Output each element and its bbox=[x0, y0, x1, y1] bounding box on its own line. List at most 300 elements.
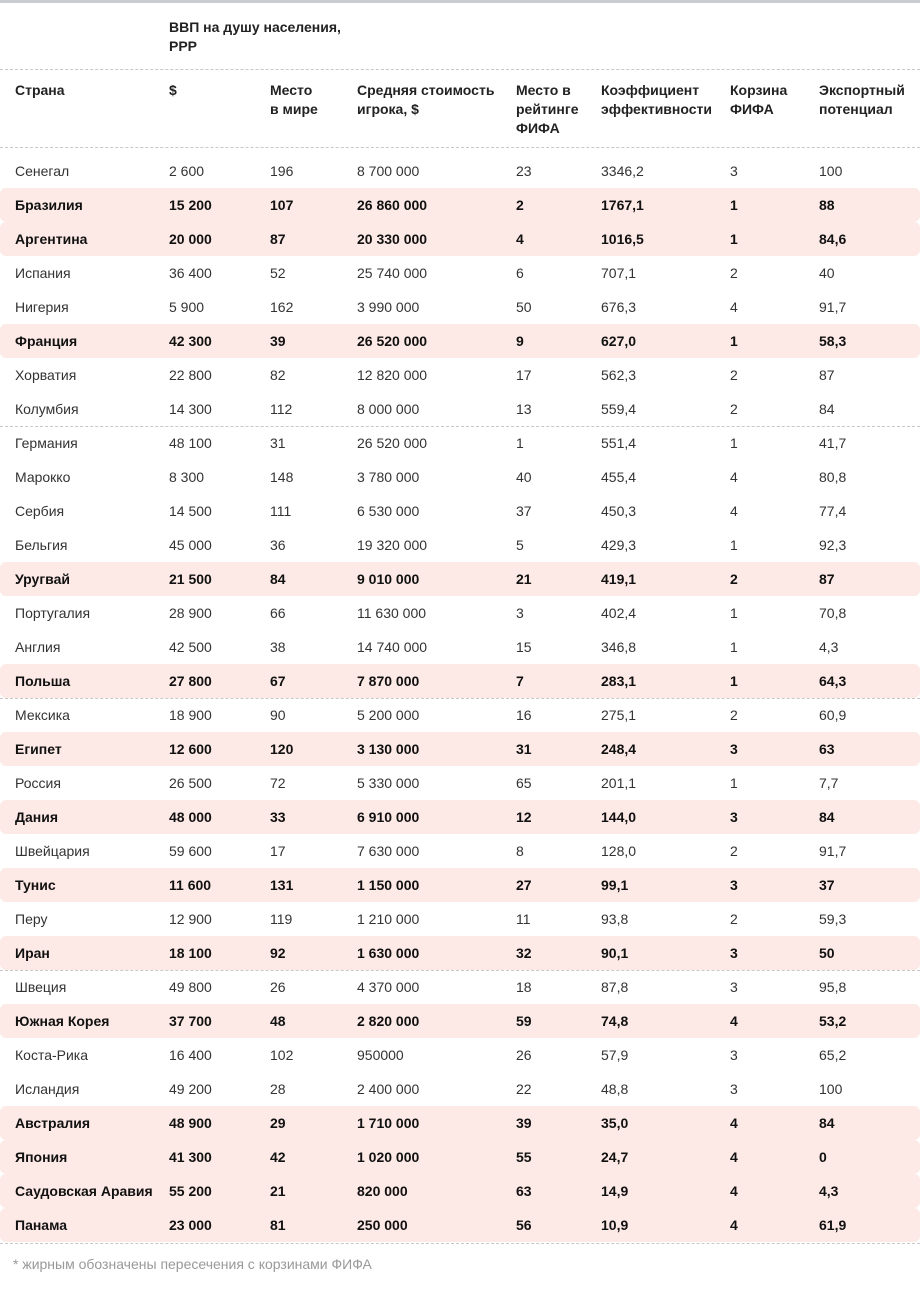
table-cell: 14 500 bbox=[169, 503, 212, 519]
table-cell: 144,0 bbox=[601, 809, 637, 825]
table-cell: 84 bbox=[819, 401, 835, 417]
table-cell: 5 900 bbox=[169, 299, 205, 315]
table-cell: 1 bbox=[730, 537, 738, 553]
table-cell: 455,4 bbox=[601, 469, 637, 485]
table-cell: 4 bbox=[730, 1013, 738, 1029]
table-cell: Россия bbox=[15, 775, 61, 791]
table-row bbox=[0, 732, 920, 766]
column-header-world-rank: Место в мире bbox=[270, 82, 318, 117]
table-cell: 3 bbox=[730, 163, 738, 179]
table-cell: 162 bbox=[270, 299, 294, 315]
table-cell: 7 bbox=[516, 673, 524, 689]
table-cell: 21 bbox=[516, 571, 532, 587]
table-row bbox=[0, 970, 920, 1004]
table-cell: 429,3 bbox=[601, 537, 637, 553]
table-cell: 100 bbox=[819, 163, 843, 179]
table-cell: 20 000 bbox=[169, 231, 212, 247]
table-cell: Тунис bbox=[15, 877, 56, 893]
table-row bbox=[0, 698, 920, 732]
table-cell: 12 600 bbox=[169, 741, 212, 757]
table-cell: 4 bbox=[730, 1149, 738, 1165]
table-cell: 2 bbox=[730, 707, 738, 723]
table-cell: Англия bbox=[15, 639, 61, 655]
table-cell: Швеция bbox=[15, 979, 67, 995]
table-cell: 26 860 000 bbox=[357, 197, 428, 213]
table-cell: 12 900 bbox=[169, 911, 212, 927]
table-cell: Франция bbox=[15, 333, 78, 349]
table-cell: 3 bbox=[730, 979, 738, 995]
table-row bbox=[0, 902, 920, 936]
table-cell: 65 bbox=[516, 775, 532, 791]
table-cell: 16 400 bbox=[169, 1047, 212, 1063]
table-cell: 90 bbox=[270, 707, 286, 723]
table-cell: 2 400 000 bbox=[357, 1081, 420, 1097]
table-cell: 2 bbox=[730, 401, 738, 417]
table-cell: 28 bbox=[270, 1081, 286, 1097]
table-cell: 37 700 bbox=[169, 1013, 212, 1029]
table-cell: 12 bbox=[516, 809, 532, 825]
table-cell: 27 800 bbox=[169, 673, 212, 689]
table-cell: 2 600 bbox=[169, 163, 205, 179]
table-cell: 5 bbox=[516, 537, 524, 553]
table-row bbox=[0, 1174, 920, 1208]
table-cell: 6 910 000 bbox=[357, 809, 420, 825]
table-cell: 40 bbox=[819, 265, 835, 281]
table-cell: 5 200 000 bbox=[357, 707, 420, 723]
table-row bbox=[0, 1038, 920, 1072]
table-cell: 676,3 bbox=[601, 299, 637, 315]
column-header-fifa-rank: Место в рейтинге ФИФА bbox=[516, 82, 579, 136]
table-row bbox=[0, 800, 920, 834]
table-cell: 25 740 000 bbox=[357, 265, 428, 281]
table-cell: 6 bbox=[516, 265, 524, 281]
table-cell: 8 bbox=[516, 843, 524, 859]
table-cell: 1 bbox=[730, 639, 738, 655]
table-row bbox=[0, 596, 920, 630]
table-cell: 8 000 000 bbox=[357, 401, 420, 417]
table-cell: 93,8 bbox=[601, 911, 629, 927]
table-cell: 36 bbox=[270, 537, 286, 553]
table-cell: 2 bbox=[730, 843, 738, 859]
table-row bbox=[0, 1072, 920, 1106]
table-cell: 21 bbox=[270, 1183, 286, 1199]
table-cell: 1 020 000 bbox=[357, 1149, 420, 1165]
table-cell: 201,1 bbox=[601, 775, 637, 791]
table-cell: 1 210 000 bbox=[357, 911, 420, 927]
table-cell: 45 000 bbox=[169, 537, 212, 553]
table-cell: 50 bbox=[819, 945, 835, 961]
table-cell: 82 bbox=[270, 367, 286, 383]
table-cell: 250 000 bbox=[357, 1217, 408, 1233]
table-cell: 88 bbox=[819, 197, 835, 213]
table-cell: 1767,1 bbox=[601, 197, 644, 213]
table-cell: Польша bbox=[15, 673, 71, 689]
table-cell: 70,8 bbox=[819, 605, 847, 621]
table-cell: 3 bbox=[730, 945, 738, 961]
table-cell: 1 bbox=[730, 333, 738, 349]
table-row bbox=[0, 562, 920, 596]
table-row bbox=[0, 868, 920, 902]
table-cell: 84,6 bbox=[819, 231, 847, 247]
table-cell: 57,9 bbox=[601, 1047, 629, 1063]
table-cell: 0 bbox=[819, 1149, 827, 1165]
table-cell: 7,7 bbox=[819, 775, 839, 791]
table-cell: 8 300 bbox=[169, 469, 205, 485]
table-row bbox=[0, 630, 920, 664]
table-cell: 112 bbox=[270, 401, 293, 417]
table-cell: Испания bbox=[15, 265, 71, 281]
table-cell: 1 bbox=[730, 673, 738, 689]
table-cell: 196 bbox=[270, 163, 294, 179]
table-cell: 55 bbox=[516, 1149, 532, 1165]
table-cell: 2 bbox=[730, 367, 738, 383]
table-cell: 31 bbox=[270, 435, 286, 451]
table-cell: 107 bbox=[270, 197, 294, 213]
table-cell: 2 820 000 bbox=[357, 1013, 420, 1029]
table-cell: Япония bbox=[15, 1149, 68, 1165]
table-cell: 11 600 bbox=[169, 877, 212, 893]
table-cell: Сенегал bbox=[15, 163, 70, 179]
table-cell: 40 bbox=[516, 469, 532, 485]
table-cell: Бразилия bbox=[15, 197, 83, 213]
table-row bbox=[0, 324, 920, 358]
table-cell: Перу bbox=[15, 911, 48, 927]
table-cell: 3346,2 bbox=[601, 163, 644, 179]
table-cell: 26 bbox=[270, 979, 286, 995]
table-row bbox=[0, 664, 920, 698]
table-cell: 92,3 bbox=[819, 537, 847, 553]
table-cell: 72 bbox=[270, 775, 286, 791]
table-cell: 42 500 bbox=[169, 639, 212, 655]
header-divider-bottom bbox=[0, 147, 920, 148]
table-cell: 84 bbox=[270, 571, 286, 587]
table-cell: 42 bbox=[270, 1149, 286, 1165]
table-cell: 58,3 bbox=[819, 333, 847, 349]
table-cell: 24,7 bbox=[601, 1149, 629, 1165]
table-cell: 1 630 000 bbox=[357, 945, 420, 961]
table-cell: 707,1 bbox=[601, 265, 637, 281]
table-cell: 1 710 000 bbox=[357, 1115, 420, 1131]
table-cell: 3 bbox=[730, 809, 738, 825]
table-row bbox=[0, 494, 920, 528]
table-cell: 1016,5 bbox=[601, 231, 644, 247]
column-header-country: Страна bbox=[15, 82, 65, 98]
table-cell: 26 bbox=[516, 1047, 532, 1063]
table-cell: Австралия bbox=[15, 1115, 91, 1131]
table-cell: 99,1 bbox=[601, 877, 629, 893]
table-cell: 1 bbox=[730, 231, 738, 247]
table-cell: 37 bbox=[516, 503, 532, 519]
table-cell: 3 780 000 bbox=[357, 469, 420, 485]
table-row bbox=[0, 256, 920, 290]
table-cell: 28 900 bbox=[169, 605, 212, 621]
table-cell: 87 bbox=[270, 231, 286, 247]
table-cell: 100 bbox=[819, 1081, 843, 1097]
table-cell: 4 bbox=[730, 1115, 738, 1131]
table-cell: 2 bbox=[730, 911, 738, 927]
table-cell: 59,3 bbox=[819, 911, 847, 927]
table-cell: 12 820 000 bbox=[357, 367, 428, 383]
table-cell: Уругвай bbox=[15, 571, 70, 587]
table-cell: 450,3 bbox=[601, 503, 637, 519]
table-row bbox=[0, 188, 920, 222]
table-cell: Колумбия bbox=[15, 401, 79, 417]
table-cell: 22 800 bbox=[169, 367, 212, 383]
table-cell: 52 bbox=[270, 265, 286, 281]
footnote: * жирным обозначены пересечения с корзинами ФИФА bbox=[13, 1256, 372, 1272]
table-cell: 49 800 bbox=[169, 979, 212, 995]
table-cell: 2 bbox=[730, 265, 738, 281]
table-cell: 11 bbox=[516, 911, 531, 927]
table-cell: 23 000 bbox=[169, 1217, 212, 1233]
table-cell: Дания bbox=[15, 809, 58, 825]
table-cell: 17 bbox=[516, 367, 532, 383]
table-cell: 48 000 bbox=[169, 809, 212, 825]
table-cell: 14,9 bbox=[601, 1183, 629, 1199]
table-cell: Аргентина bbox=[15, 231, 88, 247]
table-cell: 1 bbox=[730, 775, 738, 791]
table-body bbox=[0, 154, 920, 1242]
table-cell: 31 bbox=[516, 741, 532, 757]
top-border bbox=[0, 0, 920, 3]
table-cell: 48,8 bbox=[601, 1081, 629, 1097]
table-cell: 80,8 bbox=[819, 469, 847, 485]
table-cell: 21 500 bbox=[169, 571, 212, 587]
table-cell: 39 bbox=[270, 333, 286, 349]
table-cell: Коста-Рика bbox=[15, 1047, 89, 1063]
table-cell: 15 200 bbox=[169, 197, 212, 213]
table-cell: 4 bbox=[730, 1183, 738, 1199]
table-cell: 3 bbox=[730, 741, 738, 757]
table-cell: 22 bbox=[516, 1081, 532, 1097]
table-cell: 4 370 000 bbox=[357, 979, 420, 995]
table-cell: 41 300 bbox=[169, 1149, 212, 1165]
table-cell: 5 330 000 bbox=[357, 775, 420, 791]
table-cell: 63 bbox=[819, 741, 835, 757]
table-cell: 92 bbox=[270, 945, 286, 961]
table-cell: 6 530 000 bbox=[357, 503, 420, 519]
table-cell: Португалия bbox=[15, 605, 91, 621]
column-header-player-cost: Средняя стоимость игрока, $ bbox=[357, 82, 495, 117]
table-cell: 23 bbox=[516, 163, 532, 179]
table-cell: Хорватия bbox=[15, 367, 77, 383]
table-cell: 346,8 bbox=[601, 639, 637, 655]
table-cell: 3 bbox=[516, 605, 524, 621]
table-row bbox=[0, 1106, 920, 1140]
table-cell: 14 300 bbox=[169, 401, 212, 417]
table-cell: 128,0 bbox=[601, 843, 637, 859]
table-cell: 91,7 bbox=[819, 843, 847, 859]
table-cell: 50 bbox=[516, 299, 532, 315]
table-cell: 29 bbox=[270, 1115, 286, 1131]
table-cell: 13 bbox=[516, 401, 532, 417]
table-cell: Швейцария bbox=[15, 843, 90, 859]
table-cell: 26 520 000 bbox=[357, 333, 428, 349]
table-cell: 55 200 bbox=[169, 1183, 212, 1199]
table-cell: 16 bbox=[516, 707, 532, 723]
table-row bbox=[0, 426, 920, 460]
table-cell: 37 bbox=[819, 877, 835, 893]
table-cell: 56 bbox=[516, 1217, 532, 1233]
table-cell: 18 100 bbox=[169, 945, 212, 961]
table-cell: 283,1 bbox=[601, 673, 637, 689]
table-cell: 2 bbox=[730, 571, 738, 587]
table-cell: 27 bbox=[516, 877, 532, 893]
table-cell: 248,4 bbox=[601, 741, 637, 757]
table-cell: 15 bbox=[516, 639, 532, 655]
table-cell: 820 000 bbox=[357, 1183, 408, 1199]
table-cell: 131 bbox=[270, 877, 294, 893]
column-header-efficiency: Коэффициент эффективности bbox=[601, 82, 712, 117]
table-cell: 3 130 000 bbox=[357, 741, 420, 757]
table-cell: 53,2 bbox=[819, 1013, 847, 1029]
table-cell: 35,0 bbox=[601, 1115, 629, 1131]
table-row bbox=[0, 936, 920, 970]
table-cell: 65,2 bbox=[819, 1047, 847, 1063]
column-header-fifa-pot: Корзина ФИФА bbox=[730, 82, 788, 117]
table-cell: 7 870 000 bbox=[357, 673, 420, 689]
table-cell: 77,4 bbox=[819, 503, 847, 519]
table-row bbox=[0, 460, 920, 494]
column-header-gdp-usd: $ bbox=[169, 82, 177, 98]
header-divider-top bbox=[0, 69, 920, 70]
table-cell: 119 bbox=[270, 911, 293, 927]
table-cell: 562,3 bbox=[601, 367, 637, 383]
table-cell: 3 bbox=[730, 1047, 738, 1063]
table-row bbox=[0, 1208, 920, 1242]
table-cell: Египет bbox=[15, 741, 62, 757]
table-cell: 2 bbox=[516, 197, 524, 213]
table-cell: 17 bbox=[270, 843, 286, 859]
table-cell: Панама bbox=[15, 1217, 68, 1233]
table-row bbox=[0, 222, 920, 256]
table-cell: 61,9 bbox=[819, 1217, 847, 1233]
table-cell: 36 400 bbox=[169, 265, 212, 281]
table-cell: 48 bbox=[270, 1013, 286, 1029]
table-cell: 42 300 bbox=[169, 333, 212, 349]
table-row bbox=[0, 290, 920, 324]
table-row bbox=[0, 1004, 920, 1038]
table-cell: 91,7 bbox=[819, 299, 847, 315]
table-cell: 1 150 000 bbox=[357, 877, 420, 893]
table-cell: 18 900 bbox=[169, 707, 212, 723]
table-cell: 49 200 bbox=[169, 1081, 212, 1097]
table-row bbox=[0, 528, 920, 562]
table-cell: 60,9 bbox=[819, 707, 847, 723]
table-cell: Марокко bbox=[15, 469, 71, 485]
column-header-export-potential: Экспортный потенциал bbox=[819, 82, 905, 117]
table-cell: 1 bbox=[730, 197, 738, 213]
table-cell: 9 bbox=[516, 333, 524, 349]
table-cell: 74,8 bbox=[601, 1013, 629, 1029]
table-cell: 41,7 bbox=[819, 435, 847, 451]
table-cell: Нигерия bbox=[15, 299, 69, 315]
table-cell: Германия bbox=[15, 435, 78, 451]
table-cell: 120 bbox=[270, 741, 294, 757]
table-cell: Сербия bbox=[15, 503, 65, 519]
table-cell: 1 bbox=[516, 435, 524, 451]
table-cell: 4 bbox=[730, 469, 738, 485]
table-cell: 102 bbox=[270, 1047, 294, 1063]
table-cell: 14 740 000 bbox=[357, 639, 428, 655]
table-cell: 3 bbox=[730, 877, 738, 893]
table-cell: 4,3 bbox=[819, 1183, 839, 1199]
table-cell: 4 bbox=[516, 231, 524, 247]
table-cell: 38 bbox=[270, 639, 286, 655]
table-cell: 402,4 bbox=[601, 605, 637, 621]
table-cell: 9 010 000 bbox=[357, 571, 420, 587]
table-cell: 87,8 bbox=[601, 979, 629, 995]
table-cell: 48 100 bbox=[169, 435, 212, 451]
table-cell: 20 330 000 bbox=[357, 231, 428, 247]
table-row bbox=[0, 1140, 920, 1174]
table-cell: 32 bbox=[516, 945, 532, 961]
table-cell: 66 bbox=[270, 605, 286, 621]
table-cell: 95,8 bbox=[819, 979, 847, 995]
table-cell: 19 320 000 bbox=[357, 537, 428, 553]
table-row bbox=[0, 834, 920, 868]
table-cell: 84 bbox=[819, 1115, 835, 1131]
table-cell: 39 bbox=[516, 1115, 532, 1131]
table-row bbox=[0, 154, 920, 188]
table-cell: 7 630 000 bbox=[357, 843, 420, 859]
table-cell: 4 bbox=[730, 299, 738, 315]
table-cell: 18 bbox=[516, 979, 532, 995]
table-cell: 3 bbox=[730, 1081, 738, 1097]
table-cell: 87 bbox=[819, 367, 835, 383]
table-cell: 148 bbox=[270, 469, 294, 485]
table-cell: Иран bbox=[15, 945, 50, 961]
table-cell: 90,1 bbox=[601, 945, 629, 961]
table-cell: 3 990 000 bbox=[357, 299, 420, 315]
gdp-group-header: ВВП на душу населения, PPP bbox=[169, 19, 341, 54]
table-cell: 419,1 bbox=[601, 571, 637, 587]
table-cell: 11 630 000 bbox=[357, 605, 427, 621]
table-cell: 81 bbox=[270, 1217, 286, 1233]
table-cell: 59 600 bbox=[169, 843, 212, 859]
table-cell: 64,3 bbox=[819, 673, 847, 689]
table-cell: 8 700 000 bbox=[357, 163, 420, 179]
table-cell: 1 bbox=[730, 435, 738, 451]
table-cell: Саудовская Аравия bbox=[15, 1183, 153, 1199]
table-cell: 48 900 bbox=[169, 1115, 212, 1131]
table-cell: 275,1 bbox=[601, 707, 637, 723]
table-cell: 4 bbox=[730, 503, 738, 519]
table-cell: 87 bbox=[819, 571, 835, 587]
table-cell: 59 bbox=[516, 1013, 532, 1029]
table-cell: 10,9 bbox=[601, 1217, 629, 1233]
table-cell: Бельгия bbox=[15, 537, 68, 553]
table-cell: 4,3 bbox=[819, 639, 839, 655]
table-cell: 551,4 bbox=[601, 435, 637, 451]
table-row bbox=[0, 392, 920, 426]
table-cell: Южная Корея bbox=[15, 1013, 110, 1029]
table-cell: 1 bbox=[730, 605, 738, 621]
table-cell: 26 520 000 bbox=[357, 435, 428, 451]
table-cell: 559,4 bbox=[601, 401, 637, 417]
table-cell: 63 bbox=[516, 1183, 532, 1199]
table-bottom-divider bbox=[0, 1243, 920, 1244]
table-cell: 950000 bbox=[357, 1047, 404, 1063]
table-cell: Мексика bbox=[15, 707, 70, 723]
table-cell: 4 bbox=[730, 1217, 738, 1233]
table-cell: Исландия bbox=[15, 1081, 80, 1097]
table-cell: 67 bbox=[270, 673, 286, 689]
table-cell: 84 bbox=[819, 809, 835, 825]
table-cell: 627,0 bbox=[601, 333, 637, 349]
table-cell: 26 500 bbox=[169, 775, 212, 791]
table-row bbox=[0, 358, 920, 392]
